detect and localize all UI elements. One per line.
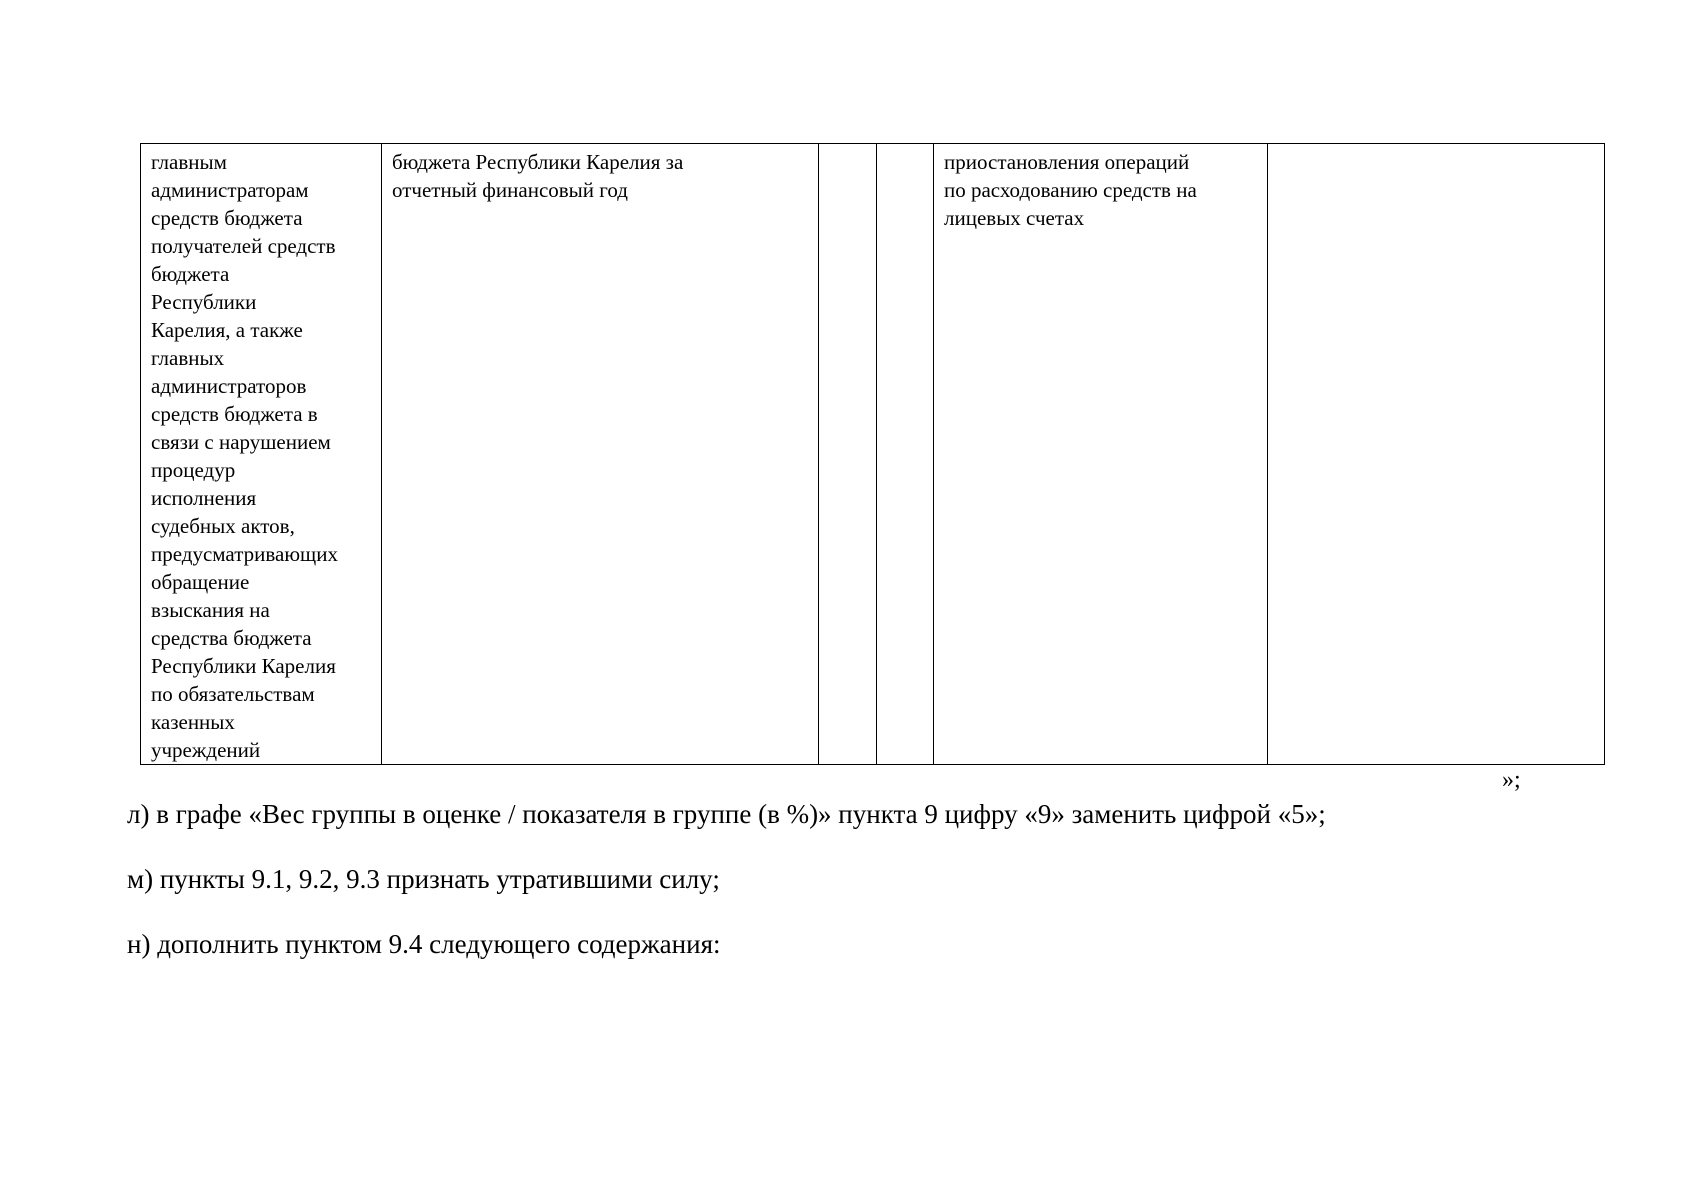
cell-text-line: связи с нарушением	[151, 430, 331, 454]
closing-quote: »;	[1502, 767, 1521, 793]
cell-text-line: судебных актов,	[151, 514, 295, 538]
criteria-table	[140, 143, 1605, 765]
cell-text-line: лицевых счетах	[944, 206, 1085, 230]
cell-text-line: казенных	[151, 710, 235, 734]
cell-text-line: процедур	[151, 458, 236, 482]
table-cell-empty	[819, 144, 877, 765]
cell-text-line: средства бюджета	[151, 626, 312, 650]
cell-text-line: администраторов	[151, 374, 307, 398]
cell-text-line: Карелия, а также	[151, 318, 303, 342]
cell-text-line: по обязательствам	[151, 682, 315, 706]
paragraph-l: л) в графе «Вес группы в оценке / показателя в группе (в %)» пункта 9 цифру «9» заменить цифрой «5»;	[127, 799, 1326, 829]
cell-text-line: средств бюджета	[151, 206, 303, 230]
cell-text-line: администраторам	[151, 178, 309, 202]
cell-text-line: учреждений	[151, 738, 261, 762]
cell-text-line: обращение	[151, 570, 250, 594]
table-row	[141, 144, 1605, 765]
cell-text-line: средств бюджета в	[151, 402, 318, 426]
cell-text-line: приостановления операций	[944, 150, 1190, 174]
cell-text-line: Республики Карелия	[151, 654, 336, 678]
table-cell-empty	[1268, 144, 1605, 765]
cell-text-line: предусматривающих	[151, 542, 338, 566]
table-cell-empty	[877, 144, 934, 765]
table-cell-criterion	[141, 144, 382, 765]
paragraph-m: м) пункты 9.1, 9.2, 9.3 признать утратившими силу;	[127, 864, 720, 894]
cell-text-line: бюджета	[151, 262, 230, 286]
cell-text-line: главным	[151, 150, 227, 174]
table-cell-formula	[382, 144, 819, 765]
table-cell-comment	[934, 144, 1268, 765]
cell-text-line: отчетный финансовый год	[392, 178, 628, 202]
paragraph-n: н) дополнить пунктом 9.4 следующего содержания:	[127, 929, 721, 959]
cell-text-line: главных	[151, 346, 225, 370]
cell-text-line: исполнения	[151, 486, 257, 510]
cell-text-line: получателей средств	[151, 234, 336, 258]
cell-text-line: взыскания на	[151, 598, 270, 622]
cell-text-line: по расходованию средств на	[944, 178, 1197, 202]
cell-text-line: Республики	[151, 290, 257, 314]
cell-text-line: бюджета Республики Карелия за	[392, 150, 684, 174]
